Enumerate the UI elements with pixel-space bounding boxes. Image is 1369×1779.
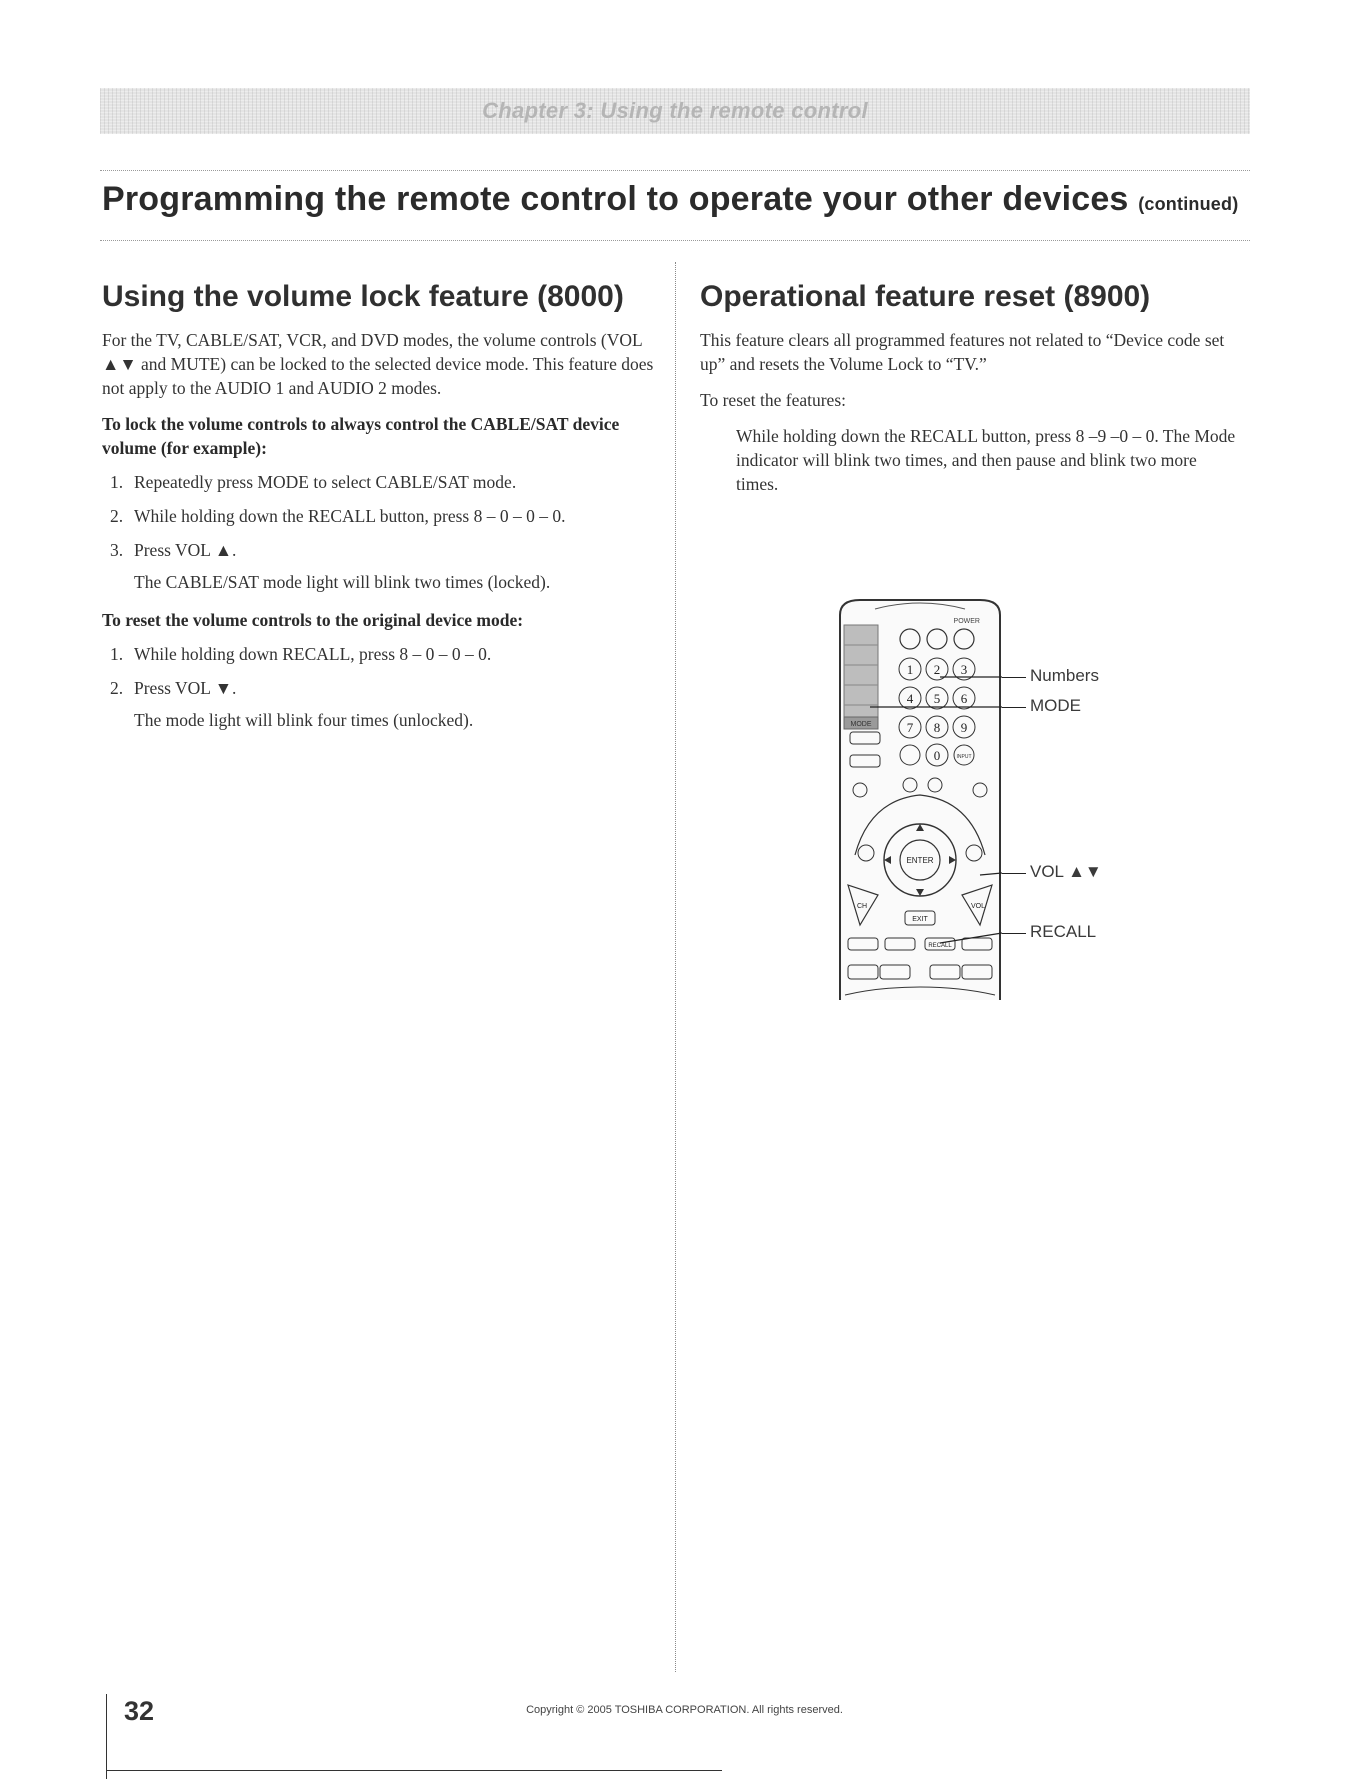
chapter-banner [100,88,1250,134]
digit-9: 9 [960,720,968,735]
step-number: 1. [110,644,124,664]
digit-4: 4 [906,691,914,706]
callout-vol: VOL ▲▼ [1030,862,1102,881]
volume-lock-intro: For the TV, CABLE/SAT, VCR, and DVD modes, the volume controls (VOL ▲▼ and MUTE) can be locked to the selected device mode. This feature does not apply to the AUDIO 1 and AUDIO 2 modes. [102,330,654,398]
lock-step [102,538,662,562]
reset-step [102,642,662,666]
reset-step [102,676,662,700]
feature-reset-title: Operational feature reset (8900) [700,280,1151,313]
remote-callouts [830,595,1130,1000]
digit-0: 0 [933,748,941,763]
step-text: Repeatedly press MODE to select CABLE/SAT mode. [134,472,517,492]
step-text: Press VOL ▼. [134,678,237,698]
callout-mode: MODE [1030,696,1081,715]
page-title-main: Programming the remote control to operate your other devices [102,180,1129,218]
digit-5: 5 [933,691,941,706]
page-number: 32 [124,1696,155,1726]
recall-button-label: RECALL [928,943,952,949]
recall-leader [1002,933,1026,934]
enter-button-label: ENTER [906,856,934,865]
step-number: 3. [110,540,124,560]
step-number: 2. [110,506,124,526]
vol-leader [1002,873,1026,874]
volume-lock-title: Using the volume lock feature (8000) [102,280,624,313]
digit-8: 8 [933,720,941,735]
step-number: 2. [110,678,124,698]
reset-instruction: While holding down the RECALL button, press 8 –9 –0 – 0. The Mode indicator will blink two times, and then pause and blink two more times. [736,426,1236,494]
input-label: INPUT [956,754,972,760]
chapter-title: Chapter 3: Using the remote control [482,98,868,123]
step-text: Press VOL ▲. [134,540,237,560]
reset-steps [102,642,662,700]
step-text: While holding down the RECALL button, press 8 – 0 – 0 – 0. [134,506,566,526]
callout-recall: RECALL [1030,922,1097,941]
digit-7: 7 [906,720,914,735]
lock-result: The CABLE/SAT mode light will blink two times (locked). [134,572,551,592]
callout-numbers: Numbers [1030,666,1099,685]
digit-6: 6 [960,691,968,706]
bottom-rule [107,1770,722,1771]
lock-step [102,470,662,494]
reset-label: To reset the features: [700,390,846,410]
feature-reset-intro: This feature clears all programmed features not related to “Device code set up” and resets the Volume Lock to “TV.” [700,330,1225,374]
vol-label: VOL [970,903,986,910]
power-label: POWER [953,618,980,625]
reset-heading: To reset the volume controls to the original device mode: [102,610,524,630]
column-divider [675,262,676,1672]
title-rule-top [100,170,1250,171]
mode-leader [1002,707,1026,708]
page-title-suffix: (continued) [1138,194,1239,214]
title-rule-bottom [100,240,1250,241]
mode-button-label: MODE [850,721,872,728]
digit-3: 3 [960,662,968,677]
digit-1: 1 [906,662,914,677]
digit-2: 2 [933,662,941,677]
reset-result: The mode light will blink four times (unlocked). [134,710,474,730]
step-text: While holding down RECALL, press 8 – 0 – 0 – 0. [134,644,492,664]
exit-button-label: EXIT [912,916,928,923]
lock-step [102,504,662,528]
ch-label: CH [856,903,868,910]
lock-heading: To lock the volume controls to always control the CABLE/SAT device volume (for example): [102,414,620,458]
numbers-leader [1002,677,1026,678]
volume-lock-section [102,280,662,746]
copyright-notice: Copyright © 2005 TOSHIBA CORPORATION. All rights reserved. [526,1704,843,1716]
feature-reset-section [700,280,1240,496]
page-title [102,180,1238,219]
lock-steps [102,470,662,562]
step-number: 1. [110,472,124,492]
